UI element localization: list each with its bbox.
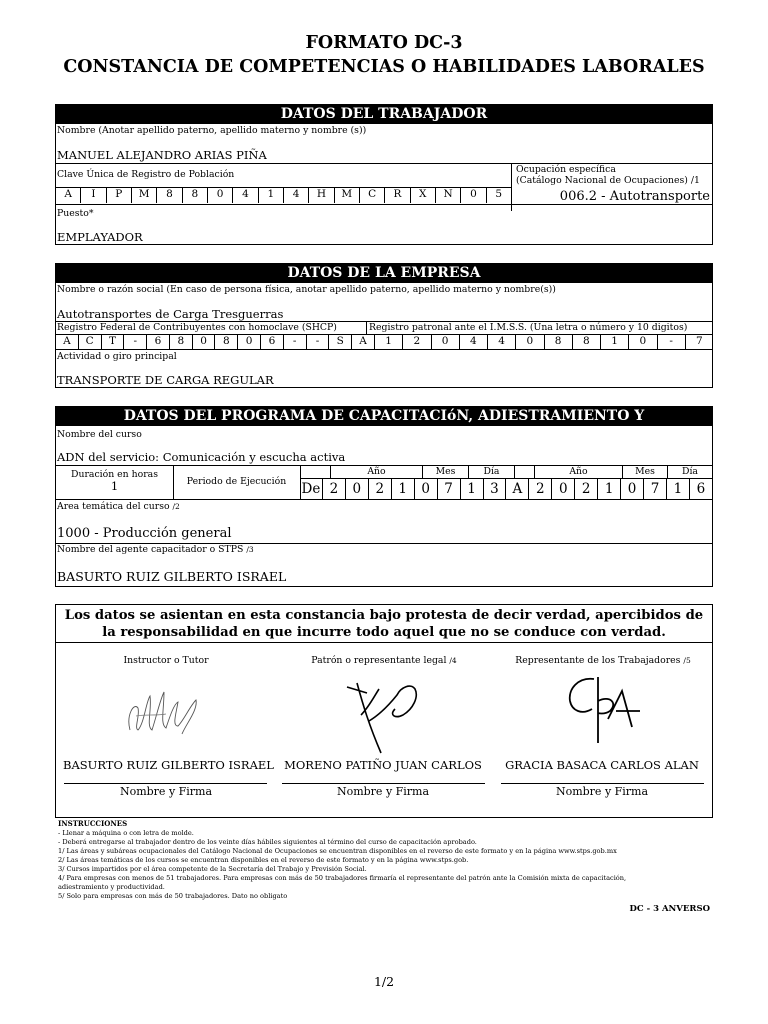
signature-section xyxy=(55,604,713,818)
rfc-char: - xyxy=(307,334,330,349)
employer-label: Patrón o representante legal /4 xyxy=(311,655,457,666)
instruction-line: 2/ Las áreas temáticas de los cursos se encuentran disponibles en el reverso de este formato y en la página www.stps.gob. xyxy=(58,856,469,864)
date-char: 0 xyxy=(415,479,438,499)
employer-signature xyxy=(339,675,434,760)
curp-char: X xyxy=(411,187,436,203)
rfc-char: S xyxy=(329,334,352,349)
date-char: 0 xyxy=(346,479,369,499)
curp-char: 8 xyxy=(157,187,182,203)
instruction-line: - Deberá entregarse al trabajador dentro de los veinte días hábiles siguientes al término del curso de capacitación aprobado. xyxy=(58,838,477,846)
rfc-char: A xyxy=(359,335,367,347)
form-subtitle: CONSTANCIA DE COMPETENCIAS O HABILIDADES LABORALES xyxy=(63,57,705,77)
curp-char: C xyxy=(360,187,385,203)
imss-char: 7 xyxy=(696,335,703,347)
rfc-char: 0 xyxy=(193,334,216,349)
curp-char: 0 xyxy=(461,187,486,203)
date-char: 1 xyxy=(461,479,484,499)
course-label: Nombre del curso xyxy=(57,429,142,440)
from-day-label: Día xyxy=(469,466,515,478)
curp-cells xyxy=(56,187,511,203)
imss-char: 8 xyxy=(545,334,573,349)
date-char: 1 xyxy=(598,479,621,499)
occupation-label-1: Ocupación específica xyxy=(516,164,616,175)
date-char: 0 xyxy=(621,479,644,499)
activity-label: Actividad o giro principal xyxy=(57,351,177,362)
rfc-char: C xyxy=(79,334,102,349)
curp-char: N xyxy=(436,187,461,203)
workers-rep-signature xyxy=(558,671,653,751)
rfc-char: 6 xyxy=(261,334,284,349)
workers-rep-sign-caption: Nombre y Firma xyxy=(555,785,649,798)
imss-char: 2 xyxy=(403,334,431,349)
workers-rep-name: GRACIA BASACA CARLOS ALAN xyxy=(505,758,699,772)
instructor-sign-caption: Nombre y Firma xyxy=(119,785,213,798)
declaration-text: Los datos se asientan en esta constancia bajo protesta de decir verdad, apercibidos de la responsabilidad en que incurre todo aquel que no se conduce con verdad. xyxy=(64,608,704,640)
from-month-label: Mes xyxy=(423,466,469,478)
imss-char: - xyxy=(658,334,686,349)
position-value: EMPLAYADOR xyxy=(57,230,143,244)
duration-value: 1 xyxy=(110,479,119,493)
anverso-label: DC - 3 ANVERSO xyxy=(629,904,710,914)
imss-char: 4 xyxy=(460,334,488,349)
employer-sign-caption: Nombre y Firma xyxy=(336,785,430,798)
duration-label: Duración en horas xyxy=(71,469,158,480)
page-number: 1/2 xyxy=(373,974,395,989)
period-label: Periodo de Ejecución xyxy=(186,476,287,487)
imss-char: 4 xyxy=(488,334,516,349)
employer-name: MORENO PATIÑO JUAN CARLOS xyxy=(284,758,482,772)
duration-cell xyxy=(56,465,174,499)
position-label: Puesto* xyxy=(57,208,94,219)
instruction-line: - Llenar a máquina o con letra de molde. xyxy=(58,829,194,837)
workers-rep-label: Representante de los Trabajadores /5 xyxy=(515,655,691,666)
imss-char: 0 xyxy=(516,334,544,349)
occupation-value: 006.2 - Autotransporte xyxy=(559,189,710,204)
curp-char: M xyxy=(132,187,157,203)
instruction-line: 3/ Cursos impartidos por el área competente de la Secretaría del Trabajo y Previsión Social. xyxy=(58,865,367,873)
instruction-line: 1/ Las áreas y subáreas ocupacionales del Catálogo Nacional de Ocupaciones se encuentran disponibles en el reverso de este formato y en la página www.stps.gob.mx xyxy=(58,847,617,855)
date-char: 6 xyxy=(696,481,706,497)
occupation-label-2: (Catálogo Nacional de Ocupaciones) /1 xyxy=(516,175,700,186)
imss-cells xyxy=(374,334,713,349)
date-cells xyxy=(300,479,712,499)
to-day-label: Día xyxy=(682,466,698,477)
course-value: ADN del servicio: Comunicación y escucha activa xyxy=(57,450,346,464)
activity-value: TRANSPORTE DE CARGA REGULAR xyxy=(57,373,274,387)
date-char: 2 xyxy=(575,479,598,499)
curp-label: Clave Única de Registro de Población xyxy=(57,169,235,180)
instructor-name: BASURTO RUIZ GILBERTO ISRAEL xyxy=(63,758,274,772)
imss-char: 1 xyxy=(601,334,629,349)
imss-char: 0 xyxy=(432,334,460,349)
to-month-label: Mes xyxy=(623,466,668,478)
company-name-value: Autotransportes de Carga Tresguerras xyxy=(57,307,284,321)
imss-label: Registro patronal ante el I.M.S.S. (Una letra o número y 10 digitos) xyxy=(369,322,688,333)
date-char: 1 xyxy=(392,479,415,499)
instruction-line: 5/ Solo para empresas con más de 50 trabajadores. Dato no obligato xyxy=(58,892,288,900)
rfc-char: 0 xyxy=(238,334,261,349)
worker-name-label: Nombre (Anotar apellido paterno, apellido materno y nombre (s)) xyxy=(57,125,367,136)
company-name-label: Nombre o razón social (En caso de persona física, anotar apellido paterno, apellido materno y nombre(s)) xyxy=(57,284,556,295)
rfc-char: - xyxy=(284,334,307,349)
date-char: A xyxy=(506,479,529,499)
curp-char: 8 xyxy=(183,187,208,203)
curp-char: 1 xyxy=(259,187,284,203)
area-value: 1000 - Producción general xyxy=(57,526,232,541)
rfc-char: - xyxy=(124,334,147,349)
to-year-label: Año xyxy=(535,466,623,478)
from-year-label: Año xyxy=(331,466,423,478)
curp-char: M xyxy=(335,187,360,203)
program-section xyxy=(55,406,713,587)
date-char: 3 xyxy=(484,479,507,499)
imss-char: 8 xyxy=(573,334,601,349)
instructions-title: INSTRUCCIONES xyxy=(58,819,128,828)
curp-char: 0 xyxy=(208,187,233,203)
curp-char: H xyxy=(309,187,334,203)
curp-char: I xyxy=(81,187,106,203)
curp-char: R xyxy=(385,187,410,203)
date-header-row xyxy=(300,465,712,479)
date-char: 0 xyxy=(552,479,575,499)
worker-name-value: MANUEL ALEJANDRO ARIAS PIÑA xyxy=(57,148,267,162)
rfc-label: Registro Federal de Contribuyentes con homoclave (SHCP) xyxy=(57,322,337,333)
rfc-char: 8 xyxy=(170,334,193,349)
date-char: 7 xyxy=(438,479,461,499)
rfc-char: A xyxy=(56,334,79,349)
period-cell xyxy=(173,465,301,499)
date-char: 7 xyxy=(644,479,667,499)
instructor-signature xyxy=(116,680,211,740)
imss-char: 1 xyxy=(375,334,403,349)
form-title: FORMATO DC-3 xyxy=(305,33,463,53)
instructor-label: Instructor o Tutor xyxy=(123,655,209,666)
rfc-char: 8 xyxy=(215,334,238,349)
instruction-line: 4/ Para empresas con menos de 51 trabajadores. Para empresas con más de 50 trabajadores firmaría el representante del patrón ante la Comisión mixta de capacitación, xyxy=(58,874,627,882)
worker-section-header: DATOS DEL TRABAJADOR xyxy=(56,105,712,124)
agent-value: BASURTO RUIZ GILBERTO ISRAEL xyxy=(57,569,287,584)
rfc-char: T xyxy=(102,334,125,349)
instruction-line: adiestramiento y productividad. xyxy=(58,883,165,891)
company-section-header: DATOS DE LA EMPRESA xyxy=(56,264,712,283)
curp-char: A xyxy=(56,187,81,203)
agent-label: Nombre del agente capacitador o STPS /3 xyxy=(57,544,254,555)
program-section-header: DATOS DEL PROGRAMA DE CAPACITACIóN, ADIESTRAMIENTO Y PRODUCTIVIDAD xyxy=(56,407,712,426)
curp-char: 5 xyxy=(495,188,503,200)
curp-char: P xyxy=(107,187,132,203)
area-label: Area temática del curso /2 xyxy=(57,501,180,512)
date-char: 2 xyxy=(369,479,392,499)
date-char: 2 xyxy=(323,479,346,499)
imss-char: 0 xyxy=(629,334,657,349)
date-char: 2 xyxy=(529,479,552,499)
rfc-char: 6 xyxy=(147,334,170,349)
curp-char: 4 xyxy=(284,187,309,203)
company-section xyxy=(55,263,713,388)
curp-char: 4 xyxy=(233,187,258,203)
worker-section xyxy=(55,104,713,245)
date-char: 1 xyxy=(667,479,690,499)
date-char: De xyxy=(300,479,323,499)
rfc-cells xyxy=(56,334,374,349)
